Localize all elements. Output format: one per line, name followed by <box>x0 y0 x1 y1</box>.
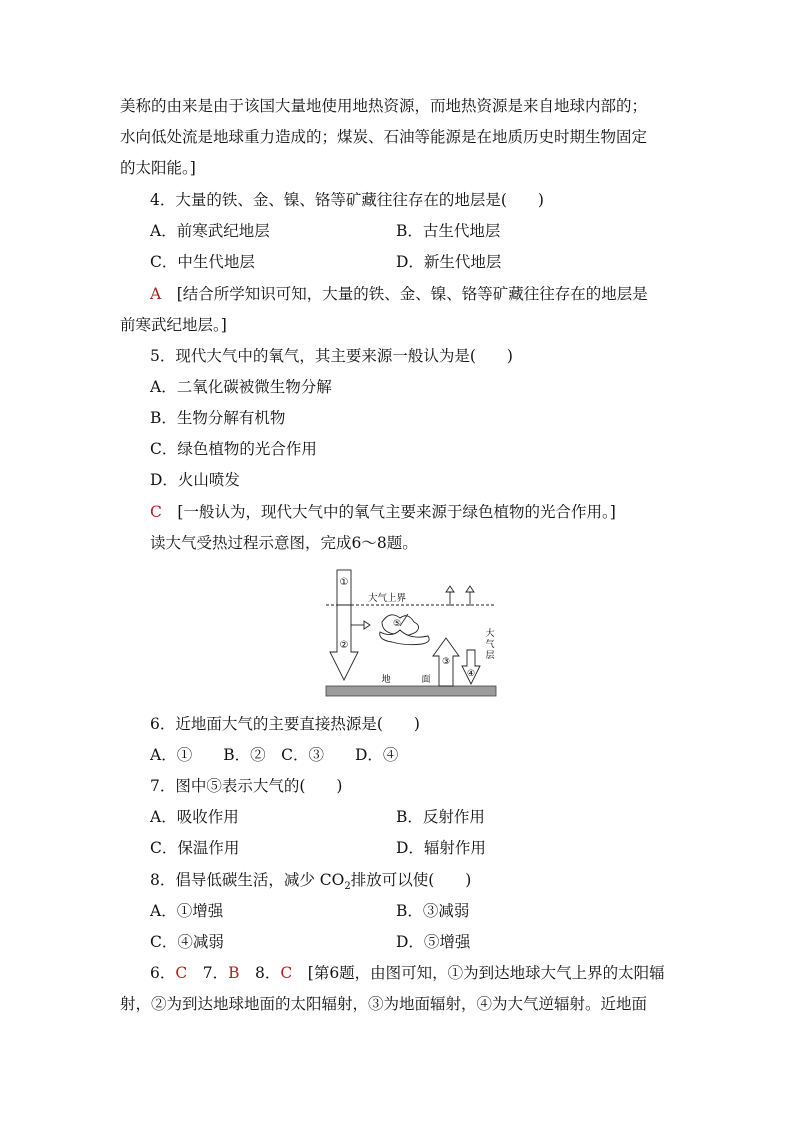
q4-explanation-line-1 <box>150 284 648 304</box>
answer-6: C <box>175 964 188 982</box>
q5-option-a: A．二氧化碳被微生物分解 <box>150 378 332 396</box>
q5-option-d: D．火山喷发 <box>150 471 240 489</box>
space-arrow-right-head <box>466 586 474 592</box>
label-2: ② <box>339 640 349 651</box>
answer-6-number: 6． <box>150 964 176 982</box>
q4-option-a: A．前寒武纪地层 <box>150 222 270 240</box>
ground-label-1: 地 <box>381 675 391 685</box>
q5-option-b: B．生物分解有机物 <box>150 409 286 427</box>
q4-option-d: D．新生代地层 <box>396 253 502 271</box>
label-1: ① <box>339 577 349 588</box>
atmosphere-heating-diagram <box>320 566 502 702</box>
answers-6-8-line-1 <box>150 963 665 983</box>
intro-line-3: 的太阳能。] <box>120 159 196 177</box>
upper-boundary-label: 大气上界 <box>368 593 407 604</box>
label-4: ④ <box>466 669 476 679</box>
q4-explanation-text: [结合所学知识可知，大量的铁、金、镍、铬等矿藏往往存在的地层是 <box>176 285 648 303</box>
q8-stem-part-2: 排放可以使( ) <box>350 871 472 889</box>
label-3: ③ <box>441 657 451 667</box>
q5-option-c: C．绿色植物的光合作用 <box>150 440 317 458</box>
q8-stem <box>150 870 471 897</box>
atmosphere-layer-label-3: 层 <box>485 651 495 661</box>
ground-label-2: 面 <box>421 675 431 685</box>
q6-options: A．① B．② C．③ D．④ <box>150 746 399 764</box>
q8-stem-subscript: 2 <box>344 881 351 893</box>
answers-6-8-line-2: 射，②为到达地球地面的太阳辐射，③为地面辐射，④为大气逆辐射。近地面 <box>120 995 648 1013</box>
q7-option-d: D．辐射作用 <box>396 839 486 857</box>
q5-stem: 5．现代大气中的氧气，其主要来源一般认为是( ) <box>150 347 513 365</box>
ground-bar <box>326 686 496 696</box>
q4-option-c: C．中生代地层 <box>150 253 255 271</box>
q4-option-b: B．古生代地层 <box>396 222 501 240</box>
atmosphere-layer-label-1: 大 <box>485 629 495 639</box>
answer-8: C <box>280 964 293 982</box>
q7-option-b: B．反射作用 <box>396 808 485 826</box>
intro-line-1: 美称的由来是由于该国大量地使用地热资源，而地热资源是来自地球内部的； <box>120 97 648 115</box>
answer-7-number: 7． <box>187 964 229 982</box>
group-lead-text: 读大气受热过程示意图，完成6～8题。 <box>150 534 418 552</box>
q8-option-c: C．④减弱 <box>150 933 224 951</box>
intro-line-2: 水向低处流是地球重力造成的；煤炭、石油等能源是在地质历史时期生物固定 <box>120 128 648 146</box>
q5-answer: C <box>150 503 162 521</box>
q4-stem: 4．大量的铁、金、镍、铬等矿藏往往存在的地层是( ) <box>150 191 544 209</box>
q7-option-a: A．吸收作用 <box>150 808 239 826</box>
atmosphere-layer-label-2: 气 <box>485 640 495 650</box>
answer-7: B <box>228 964 240 982</box>
q4-explanation-line-2: 前寒武纪地层。] <box>120 316 227 334</box>
q4-answer: A <box>150 285 162 303</box>
q6-stem: 6．近地面大气的主要直接热源是( ) <box>150 715 420 733</box>
q8-option-b: B．③减弱 <box>396 902 470 920</box>
q8-option-d: D．⑤增强 <box>396 933 471 951</box>
q7-stem: 7．图中⑤表示大气的( ) <box>150 777 343 795</box>
q5-explanation <box>150 502 616 522</box>
q7-option-c: C．保温作用 <box>150 839 240 857</box>
q8-stem-part-1: 8．倡导低碳生活，减少 CO <box>150 871 345 889</box>
label-5: ⑤ <box>392 619 402 629</box>
reflection-branch-arrowhead <box>364 621 370 629</box>
q5-explanation-text: [一般认为，现代大气中的氧气主要来源于绿色植物的光合作用。] <box>177 503 616 521</box>
answers-explanation-part-1: [第6题，由图可知，①为到达地球大气上界的太阳辐 <box>292 964 665 982</box>
space-arrow-left-head <box>446 586 454 592</box>
answer-8-number: 8． <box>239 964 281 982</box>
q8-option-a: A．①增强 <box>150 902 224 920</box>
